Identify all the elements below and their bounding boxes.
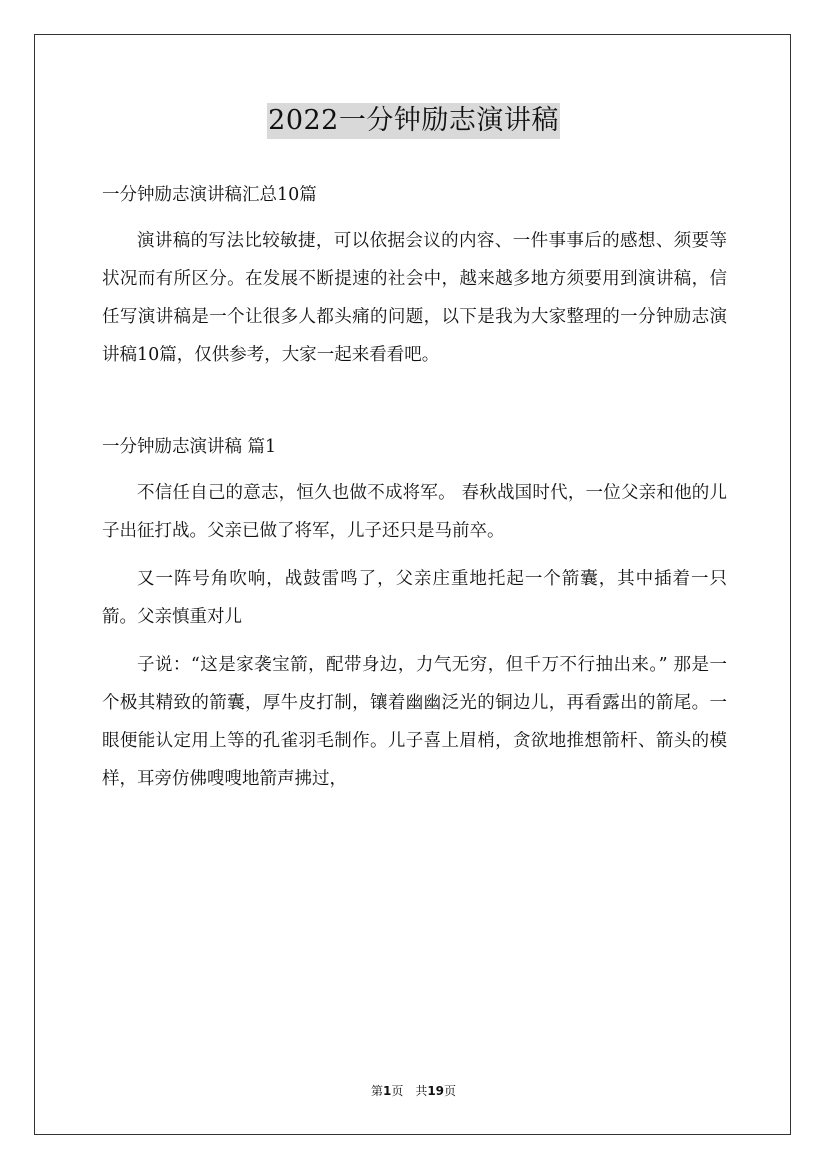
page-mid: 页 共 — [391, 1084, 428, 1098]
spacer — [102, 214, 727, 222]
spacer — [102, 466, 727, 474]
spacer — [102, 550, 727, 560]
spacer — [102, 636, 727, 646]
section-heading: 一分钟励志演讲稿 篇1 — [102, 437, 277, 457]
body-paragraph-3: 子说：“这是家袭宝箭，配带身边，力气无穷，但千万不行抽出来。” 那是一个极其精致的箭囊，厚牛皮打制，镶着幽幽泛光的铜边儿，再看露出的箭尾。一眼便能认定用上等的孔雀羽毛制作。儿子喜上眉梢，贪欲地推想箭杆、箭头的模样，耳旁仿佛嗖嗖地箭声拂过， — [102, 655, 727, 789]
page-total: 19 — [427, 1084, 445, 1098]
page-suffix: 页 — [444, 1084, 457, 1098]
spacer — [102, 374, 727, 428]
body-paragraph-1: 不信任自己的意志，恒久也做不成将军。 春秋战国时代，一位父亲和他的儿子出征打战。父亲已做了将军，儿子还只是马前卒。 — [102, 483, 727, 541]
title-container — [0, 103, 827, 139]
body-paragraph-2: 又一阵号角吹响，战鼓雷鸣了，父亲庄重地托起一个箭囊，其中插着一只箭。父亲慎重对儿 — [102, 569, 727, 627]
document-body — [102, 176, 727, 798]
page-footer — [0, 1083, 827, 1099]
intro-paragraph: 演讲稿的写法比较敏捷，可以依据会议的内容、一件事事后的感想、须要等状况而有所区分。在发展不断提速的社会中，越来越多地方须要用到演讲稿，信任写演讲稿是一个让很多人都头痛的问题，以下是我为大家整理的一分钟励志演讲稿10篇，仅供参考，大家一起来看看吧。 — [102, 231, 727, 365]
page-current: 1 — [382, 1084, 392, 1098]
document-subtitle: 一分钟励志演讲稿汇总10篇 — [102, 185, 317, 205]
page-prefix: 第 — [370, 1084, 383, 1098]
document-title: 2022一分钟励志演讲稿 — [267, 103, 560, 139]
